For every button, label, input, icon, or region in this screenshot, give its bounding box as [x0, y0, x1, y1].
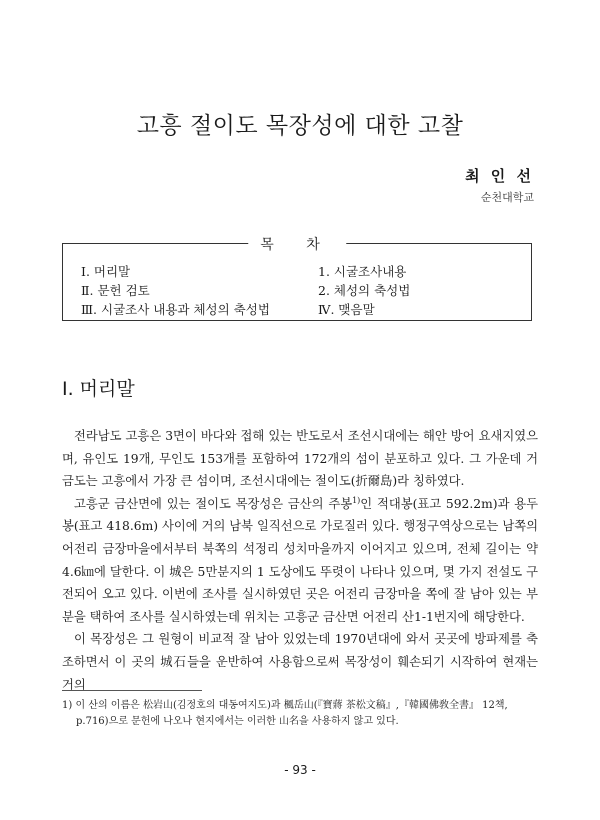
toc-item: 1. 시굴조사내용: [318, 264, 407, 279]
toc-item: Ⅰ. 머리말: [81, 264, 131, 279]
toc-left-column: [81, 262, 270, 319]
paragraph: 이 목장성은 그 원형이 비교적 잘 남아 있었는데 1970년대에 와서 곳곳에 방파제를 축조하면서 이 곳의 城石들을 운반하여 사용함으로써 목장성이 훼손되기 시작하여 현재는 거의: [62, 632, 538, 692]
author-affiliation: 순천대학교: [480, 191, 534, 204]
footnote-divider: [62, 690, 202, 691]
body-text: [62, 425, 538, 696]
footnote-text: 1) 이 산의 이름은 松岩山(김정호의 대동여지도)과 楓岳山(『寶蔣 茶松文稿』,『韓國佛敎全書』 12책, p.716)으로 문헌에 나오나 현지에서는 이러한 山名을 사용하지 않고 있다.: [62, 700, 508, 727]
toc-item: Ⅱ. 문헌 검토: [81, 283, 150, 298]
table-of-contents: [62, 237, 532, 321]
paragraph-text: 인 적대봉(표고 592.2m)과 용두봉(표고 418.6m) 사이에 거의 남북 일직선으로 가로질러 있다. 행정구역상으로는 남쪽의 어전리 금장마을에서부터 북쪽의 석정리 성치마을까지 이어지고 있으며, 전체 길이는 약 4.6㎞에 달한다. 이 城은 5만분지의 1 도상에도 뚜렷이 나타나 있으며, 몇 가지 전설도 구전되어 오고 있다. 이번에 조사를 실시하였던 곳은 어전리 금장마을 쪽에 잘 남아 있는 부분을 택하여 조사를 실시하였는데 위치는 고흥군 금산면 어전리 산1-1번지에 해당한다.: [62, 496, 538, 624]
section-heading: Ⅰ. 머리말: [62, 378, 135, 400]
paragraph: [62, 493, 538, 629]
toc-item: Ⅲ. 시굴조사 내용과 체성의 축성법: [81, 302, 270, 317]
toc-item: Ⅳ. 맺음말: [318, 302, 375, 317]
paragraph-text: 고흥군 금산면에 있는 절이도 목장성은 금산의 주봉: [74, 496, 353, 511]
footnote: [62, 698, 540, 730]
paper-title: 고흥 절이도 목장성에 대한 고찰: [136, 113, 464, 139]
page-number: - 93 -: [284, 763, 316, 777]
toc-right-column: [318, 262, 410, 319]
toc-item: 2. 체성의 축성법: [318, 283, 411, 298]
paragraph: 전라남도 고흥은 3면이 바다와 접해 있는 반도로서 조선시대에는 해안 방어 요새지였으며, 유인도 19개, 무인도 153개를 포함하여 172개의 섬이 분포하고 있다. 그 가운데 거금도는 고흥에서 가장 큰 섬이며, 조선시대에는 절이도(折爾島)라 칭하였다.: [62, 429, 538, 489]
author-name: 최 인 선: [465, 167, 534, 185]
footnote-reference[interactable]: 1): [352, 495, 361, 505]
toc-heading: 목 차: [248, 234, 346, 254]
